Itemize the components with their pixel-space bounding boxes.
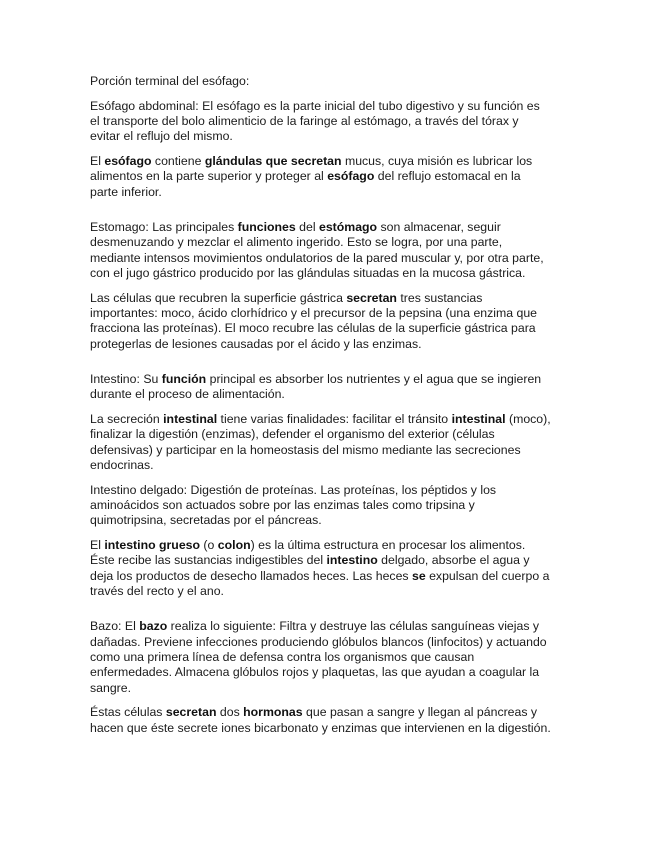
- bold-term: hormonas: [243, 705, 303, 720]
- bazo-funcion-paragraph: [90, 619, 552, 695]
- text-run: tres sustancias importantes: moco, ácido clorhídrico y el precursor de la pepsina (una enzima que fracciona las proteínas). El moco recubre las células de la superficie gástrica para protegerlas de lesiones causadas por el ácido y las enzimas.: [90, 290, 538, 351]
- esofago-heading: Porción terminal del esófago:: [90, 74, 250, 88]
- intestino-delgado-paragraph: Intestino delgado: Digestión de proteínas. Las proteínas, los péptidos y los aminoácidos son actuados sobre por las enzimas tales como tripsina y quimotripsina, secretadas por el páncreas.: [90, 482, 497, 528]
- bold-term: intestinal: [163, 412, 218, 427]
- text-run: son almacenar, seguir desmenuzando y mezclar el alimento ingerido. Esto se logra, por una parte, mediante intensos movimientos ondulatorios de la pared muscular y, por otra parte, con el jugo gástrico producido por las glándulas situadas en la mucosa gástrica.: [90, 220, 544, 280]
- bold-term: glándulas que secretan: [204, 154, 342, 169]
- bold-term: intestinal: [451, 412, 506, 427]
- text-run: Intestino: Su: [90, 371, 162, 386]
- estomago-funciones-paragraph: [90, 220, 552, 281]
- bold-term: secretan: [346, 290, 397, 305]
- text-run: Éstas células: [90, 705, 166, 720]
- bold-term: esófago: [104, 154, 152, 169]
- text-run: (o: [200, 538, 218, 553]
- text-run: contiene: [151, 154, 205, 169]
- intestino-secrecion-paragraph: [90, 412, 552, 473]
- text-run: del: [295, 220, 319, 235]
- text-run: Las células que recubren la superficie gástrica: [90, 290, 347, 305]
- bold-term: colon: [217, 538, 251, 553]
- bold-term: función: [161, 371, 207, 386]
- bold-term: bazo: [139, 619, 168, 634]
- bold-term: intestino: [326, 553, 378, 568]
- text-run: expulsan del cuerpo a través del recto y el ano.: [90, 568, 550, 599]
- bold-term: esófago: [327, 169, 375, 184]
- document-page: [90, 74, 552, 745]
- bold-term: secretan: [165, 705, 217, 720]
- text-run: ) es la última estructura en procesar los alimentos. Éste recibe las sustancias indigestibles del: [90, 538, 526, 568]
- bold-term: funciones: [237, 220, 296, 235]
- intestino-funcion-paragraph: [90, 372, 552, 403]
- bazo-hormonas-paragraph: [90, 705, 552, 736]
- text-run: que pasan a sangre y llegan al páncreas y hacen que éste secrete iones bicarbonato y enzimas que intervienen en la digestión.: [90, 705, 551, 735]
- bold-term: intestino grueso: [104, 538, 201, 553]
- text-run: realiza lo siguiente: Filtra y destruye las células sanguíneas viejas y dañadas. Previene infecciones produciendo glóbulos blancos (linfocitos) y actuando como una primera línea de defensa contra los organismos que causan enfermedades. Almacena glóbulos rojos y plaquetas, las que ayudan a coagular la sangre.: [90, 619, 547, 695]
- intestino-grueso-paragraph: [90, 538, 552, 599]
- text-run: mucus, cuya misión es lubricar los alimentos en la parte superior y proteger al: [90, 154, 533, 184]
- estomago-celulas-paragraph: [90, 291, 552, 352]
- text-run: El: [90, 154, 105, 169]
- bold-term: se: [411, 568, 426, 583]
- text-run: (moco), finalizar la digestión (enzimas), defender el organismo del exterior (células defensivas) y participar en la homeostasis del mismo mediante las secreciones endocrinas.: [90, 412, 551, 472]
- esofago-glandulas-paragraph: [90, 154, 552, 200]
- text-run: del reflujo estomacal en la parte inferior.: [90, 169, 521, 199]
- text-run: delgado, absorbe el agua y deja los productos de desecho llamados heces. Las heces: [90, 553, 530, 583]
- text-run: Estomago: Las principales: [90, 220, 238, 235]
- text-run: tiene varias finalidades: facilitar el tránsito: [217, 412, 452, 427]
- text-run: Bazo: El: [90, 619, 140, 634]
- text-run: dos: [216, 705, 244, 720]
- esofago-abdominal-paragraph: Esófago abdominal: El esófago es la parte inicial del tubo digestivo y su función es el transporte del bolo alimenticio de la faringe al estómago, a través del tórax y evitar el reflujo del mismo.: [90, 98, 540, 144]
- text-run: El: [90, 538, 105, 553]
- text-run: La secreción: [90, 412, 164, 427]
- text-run: principal es absorber los nutrientes y el agua que se ingieren durante el proceso de alimentación.: [90, 371, 542, 402]
- bold-term: estómago: [318, 220, 378, 235]
